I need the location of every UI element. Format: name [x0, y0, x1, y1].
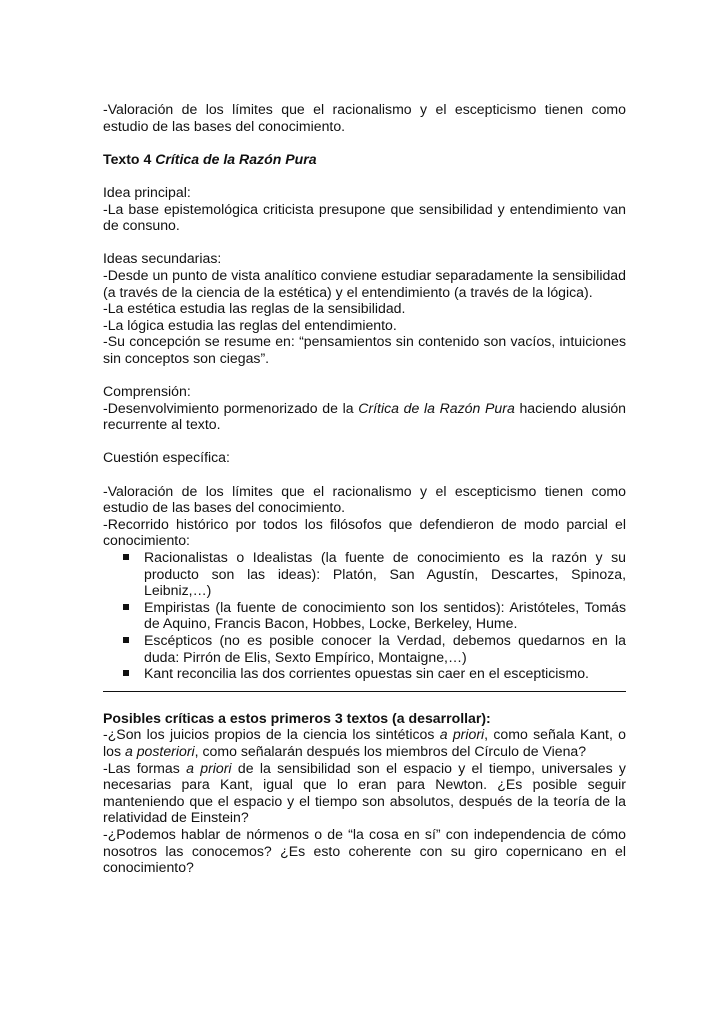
list-item: [103, 599, 626, 632]
criticas-q2-part: de la sensibilidad son el espacio y el tiempo, universales y necesarias para Kant, igual que lo eran para Newton. ¿Es posible seguir manteniendo que el espacio y el tiempo son absolutos, después de la teoría de la relatividad de Einstein?: [103, 759, 626, 826]
idea-principal-heading: Idea principal:: [103, 183, 191, 200]
spacer: [103, 134, 626, 151]
spacer: [103, 167, 626, 184]
cuestion-text-2: -Recorrido histórico por todos los filósofos que defendieron de modo parcial el conocimiento:: [103, 515, 626, 549]
criticas-q1-italic: a posteriori: [124, 742, 195, 759]
criticas-q2-part: -Las formas: [103, 759, 187, 776]
texto4-heading: [103, 151, 626, 168]
square-bullet-icon: [123, 637, 129, 643]
ideas-secundarias-text-3: -La lógica estudia las reglas del entendimiento.: [103, 316, 397, 333]
list-item-text: Escépticos (no es posible conocer la Verdad, debemos quedarnos en la duda: Pirrón de Elis, Sexto Empírico, Montaigne,…): [144, 632, 626, 665]
list-item-text: Racionalistas o Idealistas (la fuente de conocimiento es la razón y su producto son las ideas): Platón, San Agustín, Descartes, Spinoza, Leibniz,…): [144, 549, 626, 599]
comprension-text: [103, 400, 626, 433]
criticas-q1-part: , como señala Kant, o los: [103, 726, 626, 759]
list-item: [103, 665, 626, 682]
spacer: [103, 433, 626, 450]
spacer: [103, 367, 626, 384]
comprension-text-end: haciendo alusión recurrente al texto.: [103, 399, 626, 433]
criticas-q1-part: , como señalarán después los miembros del Círculo de Viena?: [194, 742, 587, 759]
criticas-question-2: [103, 760, 626, 826]
criticas-question-1: [103, 726, 626, 759]
ideas-secundarias-heading: Ideas secundarias:: [103, 250, 222, 267]
spacer: [103, 466, 626, 483]
cuestion-heading: Cuestión específica:: [103, 449, 230, 466]
comprension-text-start: -Desenvolvimiento pormenorizado de la: [103, 399, 359, 416]
criticas-q2-italic: a priori: [186, 759, 232, 776]
criticas-heading: Posibles críticas a estos primeros 3 textos (a desarrollar):: [103, 709, 491, 726]
ideas-secundarias-text-2: -La estética estudia las reglas de la sensibilidad.: [103, 300, 406, 317]
list-item: [103, 632, 626, 665]
square-bullet-icon: [123, 670, 129, 676]
ideas-secundarias-text-1: -Desde un punto de vista analítico conviene estudiar separadamente la sensibilidad (a través de la ciencia de la estética) y el entendimiento (a través de la lógica).: [103, 266, 626, 300]
square-bullet-icon: [123, 554, 129, 560]
square-bullet-icon: [123, 604, 129, 610]
criticas-q1-part: -¿Son los juicios propios de la ciencia los sintéticos: [103, 726, 440, 743]
list-item-text: Empiristas (la fuente de conocimiento son los sentidos): Aristóteles, Tomás de Aquino, Francis Bacon, Hobbes, Locke, Berkeley, Hume.: [144, 598, 626, 632]
comprension-heading: Comprensión:: [103, 383, 191, 400]
comprension-text-italic: Crítica de la Razón Pura: [358, 399, 515, 416]
intro-paragraph: -Valoración de los límites que el racionalismo y el escepticismo tienen como estudio de las bases del conocimiento.: [103, 101, 626, 134]
criticas-question-3: -¿Podemos hablar de nórmenos o de “la cosa en sí” con independencia de cómo nosotros las conocemos? ¿Es esto coherente con su giro copernicano en el conocimiento?: [103, 825, 626, 876]
criticas-q1-italic: a priori: [439, 726, 485, 743]
ideas-secundarias-text-4: -Su concepción se resume en: “pensamientos sin contenido son vacíos, intuiciones sin conceptos son ciegas”.: [103, 333, 626, 366]
cuestion-text-1: -Valoración de los límites que el racionalismo y el escepticismo tienen como estudio de las bases del conocimiento.: [103, 482, 626, 516]
idea-principal-text: -La base epistemológica criticista presupone que sensibilidad y entendimiento van de consuno.: [103, 200, 626, 234]
document-page: [103, 101, 626, 876]
texto4-title: Crítica de la Razón Pura: [155, 150, 317, 167]
list-item-text: Kant reconcilia las dos corrientes opuestas sin caer en el escepticismo.: [144, 665, 589, 682]
spacer: [103, 234, 626, 251]
section-divider: [103, 691, 626, 692]
list-item: [103, 549, 626, 599]
philosophers-list: [103, 549, 626, 682]
texto4-label: Texto 4: [103, 150, 156, 167]
